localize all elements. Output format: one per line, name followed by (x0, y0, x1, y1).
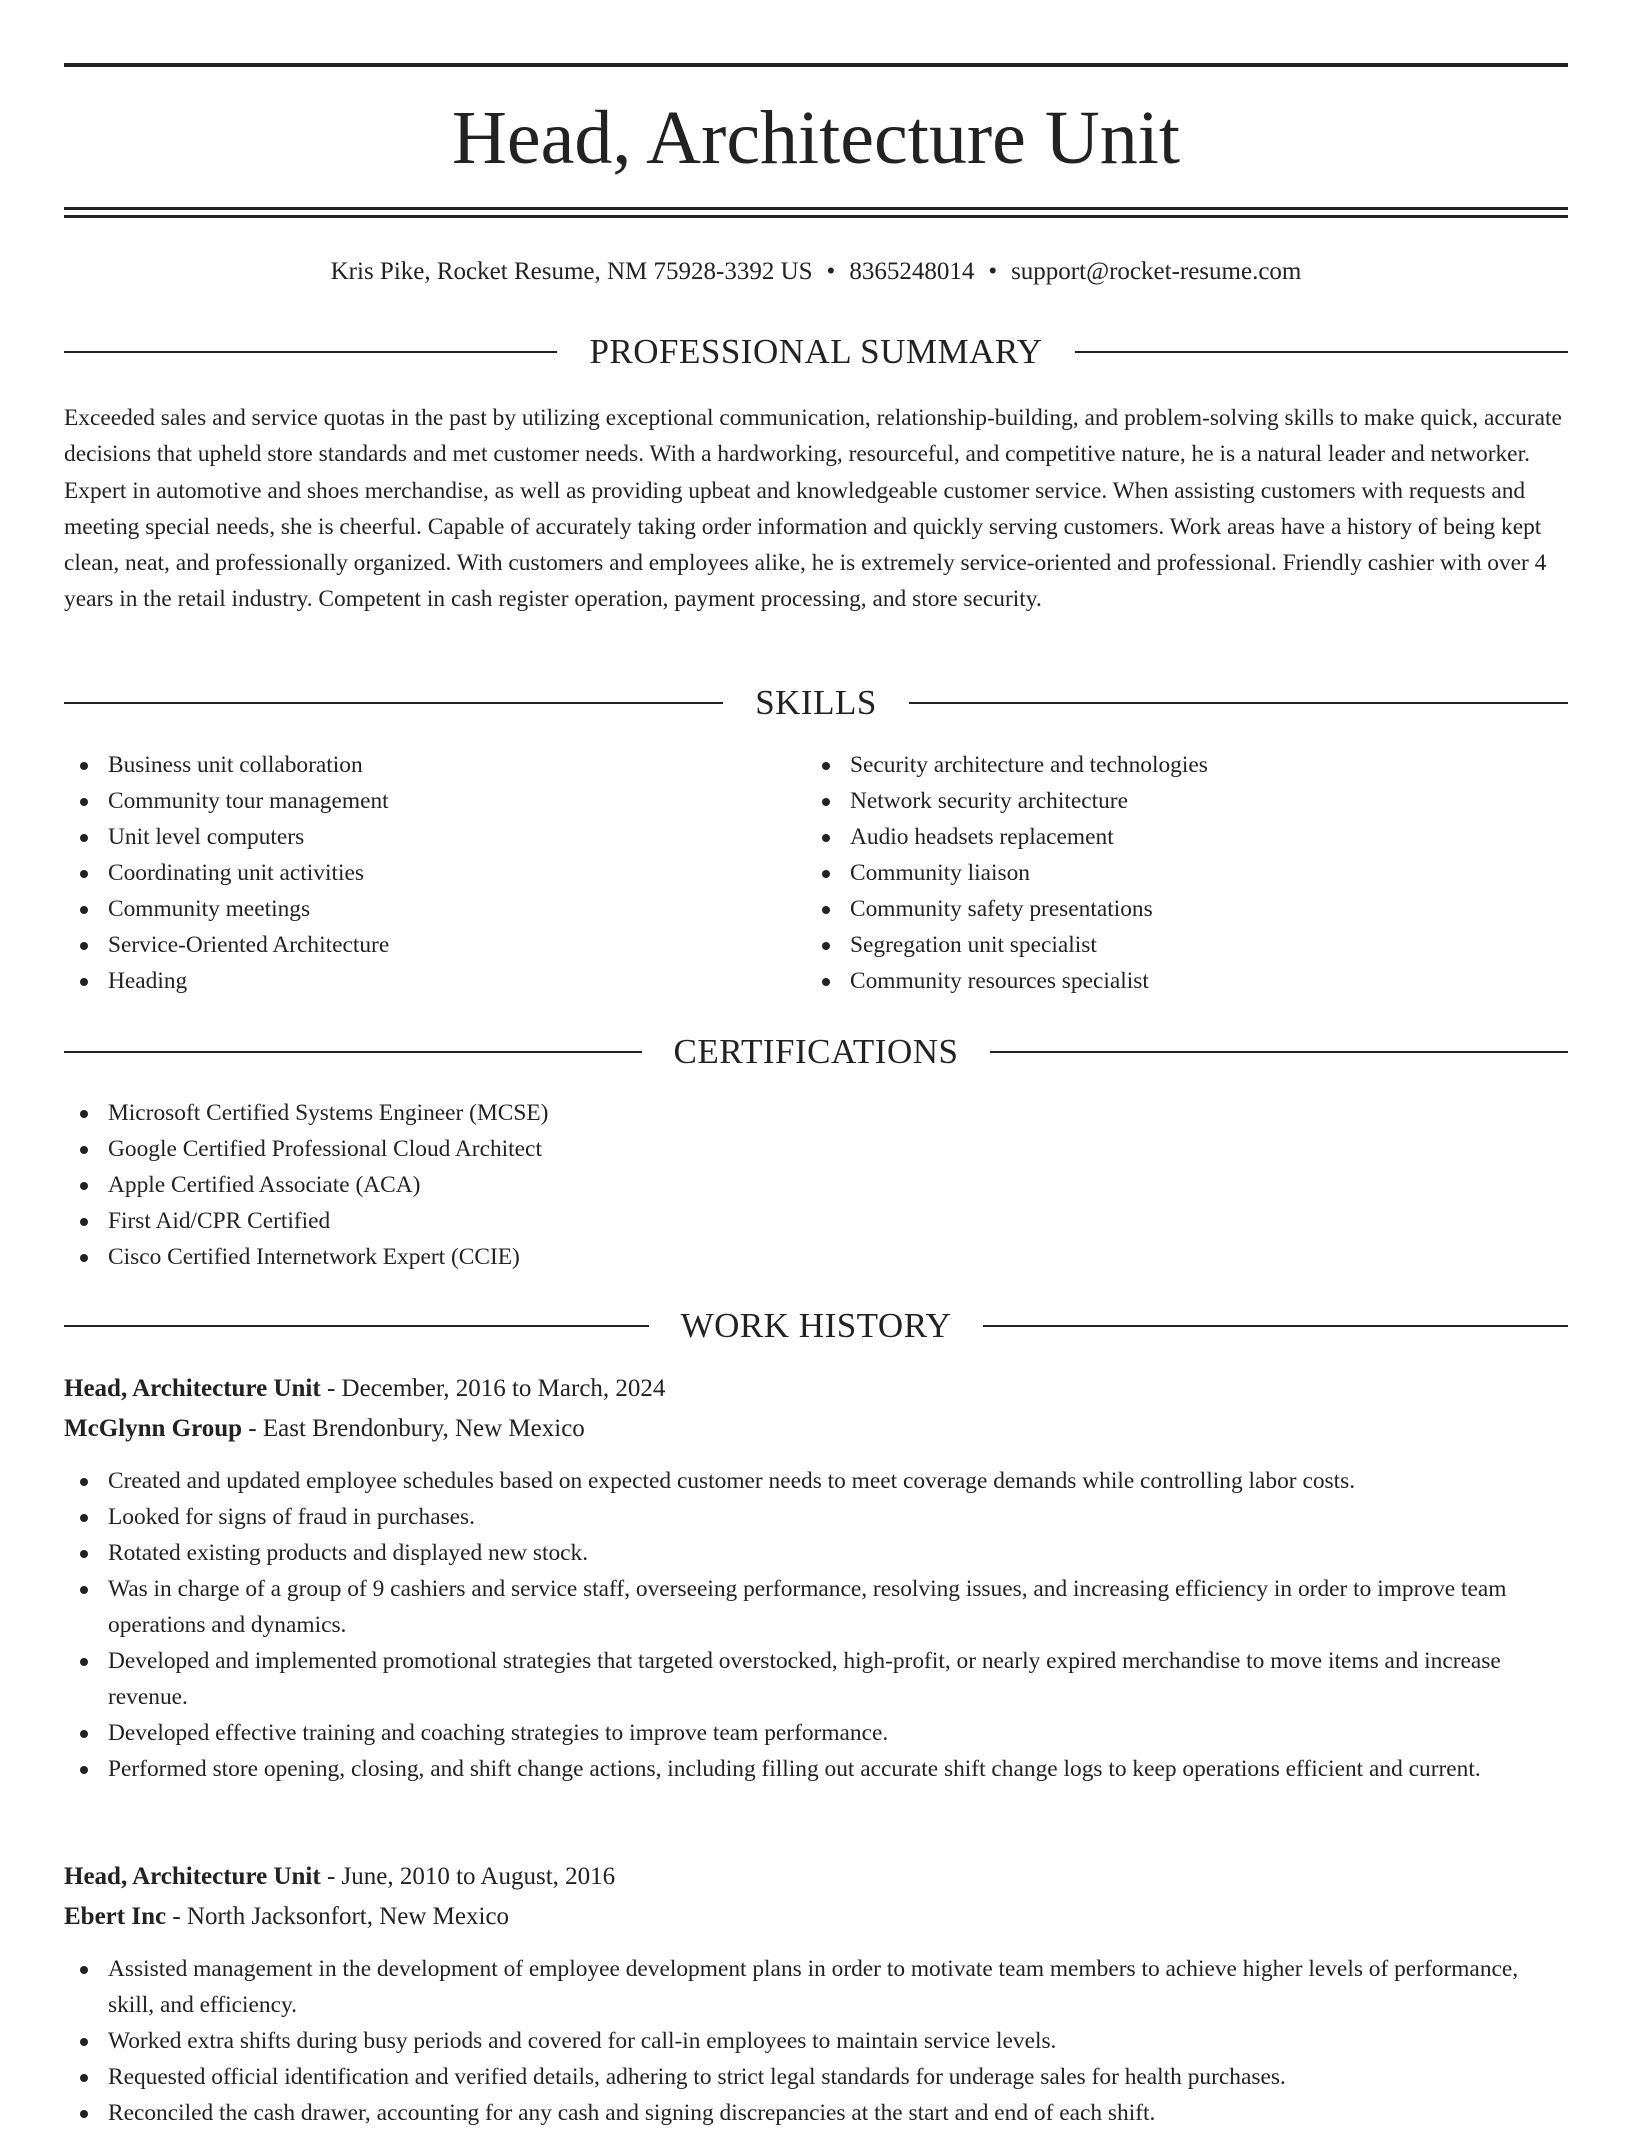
certification-item: Apple Certified Associate (ACA) (64, 1167, 1568, 1203)
certifications-list (64, 1095, 1568, 1275)
job-location: - North Jacksonfort, New Mexico (166, 1903, 510, 1930)
skill-item: Segregation unit specialist (806, 927, 1566, 963)
heading-rule-right (909, 702, 1568, 704)
skill-item: Unit level computers (64, 819, 764, 855)
contact-phone: 8365248014 (849, 258, 975, 285)
job-duty-item: Performed store opening, closing, and shift change actions, including filling out accurate shift change logs to keep operations efficient and current. (64, 1751, 1568, 1787)
job-location: - East Brendonbury, New Mexico (242, 1415, 585, 1442)
job-title-line (64, 1857, 1568, 1897)
job-duty-item: Reconciled the cash drawer, accounting for any cash and signing discrepancies at the start and end of each shift. (64, 2095, 1568, 2131)
section-heading-summary (64, 330, 1568, 374)
heading-rule-right (990, 1051, 1568, 1053)
job-duty-item: Requested official identification and verified details, adhering to strict legal standards for underage sales for health purchases. (64, 2059, 1568, 2095)
skill-item: Heading (64, 963, 764, 999)
contact-separator: • (988, 258, 998, 285)
job-duties-list (64, 1951, 1568, 2131)
skill-item: Coordinating unit activities (64, 855, 764, 891)
section-heading-label: WORK HISTORY (680, 1306, 952, 1345)
skills-list-right (806, 747, 1566, 999)
title-double-rule (64, 207, 1568, 218)
heading-rule-left (64, 1325, 649, 1327)
job-duty-item: Rotated existing products and displayed new stock. (64, 1535, 1568, 1571)
job-company-line (64, 1409, 1568, 1449)
job-dates: - December, 2016 to March, 2024 (320, 1375, 666, 1402)
certification-item: Google Certified Professional Cloud Architect (64, 1131, 1568, 1167)
job-dates: - June, 2010 to August, 2016 (320, 1863, 616, 1890)
skill-item: Audio headsets replacement (806, 819, 1566, 855)
section-heading-certifications (64, 1030, 1568, 1074)
job-title: Head, Architecture Unit (64, 1863, 321, 1890)
job-duty-item: Assisted management in the development of employee development plans in order to motivate team members to achieve higher levels of performance, skill, and efficiency. (64, 1951, 1568, 2023)
heading-rule-right (1075, 351, 1568, 353)
job-duty-item: Developed effective training and coaching strategies to improve team performance. (64, 1715, 1568, 1751)
job-duties-list (64, 1463, 1568, 1787)
job-duty-item: Looked for signs of fraud in purchases. (64, 1499, 1568, 1535)
skill-item: Community meetings (64, 891, 764, 927)
skill-item: Community resources specialist (806, 963, 1566, 999)
section-heading-label: SKILLS (755, 683, 877, 722)
section-heading-skills (64, 681, 1568, 725)
skill-item: Business unit collaboration (64, 747, 764, 783)
certification-item: Cisco Certified Internetwork Expert (CCIE) (64, 1239, 1568, 1275)
resume-title: Head, Architecture Unit (451, 96, 1181, 180)
skill-item: Community safety presentations (806, 891, 1566, 927)
contact-email: support@rocket-resume.com (1011, 258, 1302, 285)
job-duty-item: Was in charge of a group of 9 cashiers and service staff, overseeing performance, resolving issues, and increasing efficiency in order to improve team operations and dynamics. (64, 1571, 1568, 1643)
skill-item: Community tour management (64, 783, 764, 819)
skills-list-left (64, 747, 764, 999)
skill-item: Security architecture and technologies (806, 747, 1566, 783)
skill-item: Service-Oriented Architecture (64, 927, 764, 963)
contact-separator: • (826, 258, 836, 285)
skill-item: Network security architecture (806, 783, 1566, 819)
contact-address: Kris Pike, Rocket Resume, NM 75928-3392 US (330, 258, 813, 285)
certification-item: Microsoft Certified Systems Engineer (MCSE) (64, 1095, 1568, 1131)
section-heading-work-history (64, 1304, 1568, 1348)
job-company-line (64, 1897, 1568, 1937)
contact-line (64, 254, 1568, 290)
job-duty-item: Worked extra shifts during busy periods and covered for call-in employees to maintain service levels. (64, 2023, 1568, 2059)
heading-rule-left (64, 1051, 642, 1053)
summary-text: Exceeded sales and service quotas in the past by utilizing exceptional communication, relationship-building, and problem-solving skills to make quick, accurate decisions that upheld store standards and met customer needs. With a hardworking, resourceful, and competitive nature, he is a natural leader and networker. Expert in automotive and shoes merchandise, as well as providing upbeat and knowledgeable customer service. When assisting customers with requests and meeting special needs, she is cheerful. Capable of accurately taking order information and quickly serving customers. Work areas have a history of being kept clean, neat, and professionally organized. With customers and employees alike, he is extremely service-oriented and professional. Friendly cashier with over 4 years in the retail industry. Competent in cash register operation, payment processing, and store security. (64, 405, 1562, 613)
job-company: McGlynn Group (64, 1415, 243, 1442)
certification-item: First Aid/CPR Certified (64, 1203, 1568, 1239)
heading-rule-left (64, 351, 557, 353)
section-heading-label: PROFESSIONAL SUMMARY (589, 332, 1043, 371)
heading-rule-left (64, 702, 723, 704)
job-company: Ebert Inc (64, 1903, 167, 1930)
job-title: Head, Architecture Unit (64, 1375, 321, 1402)
heading-rule-right (983, 1325, 1568, 1327)
top-rule (64, 63, 1568, 67)
skill-item: Community liaison (806, 855, 1566, 891)
job-duty-item: Created and updated employee schedules based on expected customer needs to meet coverage demands while controlling labor costs. (64, 1463, 1568, 1499)
section-heading-label: CERTIFICATIONS (673, 1032, 959, 1071)
job-duty-item: Developed and implemented promotional strategies that targeted overstocked, high-profit, or nearly expired merchandise to move items and increase revenue. (64, 1643, 1568, 1715)
job-title-line (64, 1369, 1568, 1409)
